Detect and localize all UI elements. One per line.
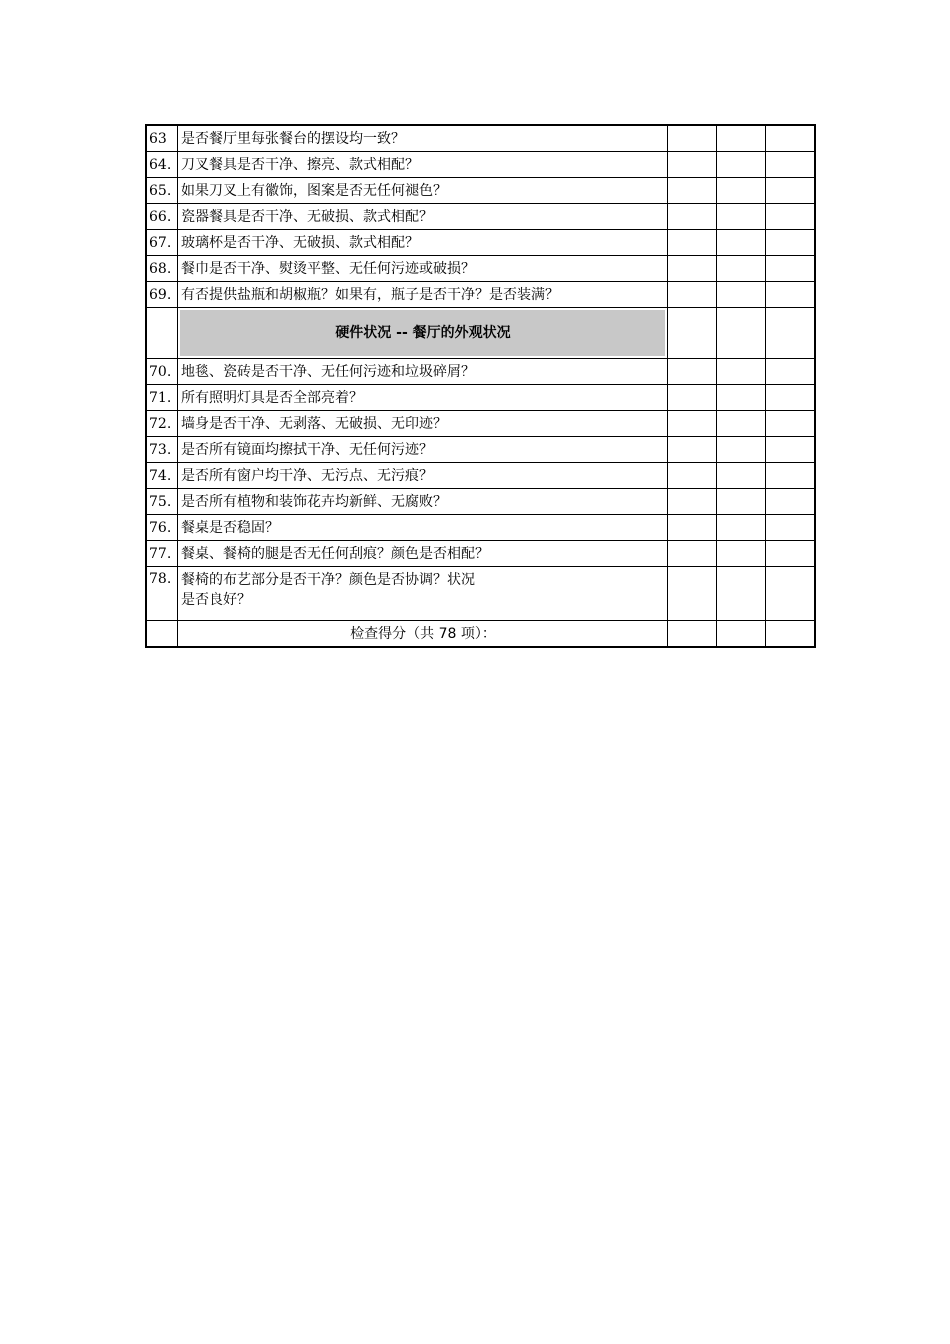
table-row [146, 282, 815, 308]
check-cell[interactable] [766, 515, 816, 541]
item-question: 所有照明灯具是否全部亮着？ [178, 385, 668, 411]
item-question-line-1: 餐椅的布艺部分是否干净？颜色是否协调？状况 [181, 572, 475, 588]
section-title: 硬件状况 -- 餐厅的外观状况 [178, 308, 668, 359]
item-number: 76. [146, 515, 178, 541]
score-row [146, 621, 815, 648]
check-cell[interactable] [766, 567, 816, 621]
score-cell[interactable] [717, 621, 766, 648]
item-number: 77. [146, 541, 178, 567]
check-cell[interactable] [717, 282, 766, 308]
score-cell[interactable] [668, 621, 717, 648]
check-cell[interactable] [668, 204, 717, 230]
check-cell[interactable] [668, 489, 717, 515]
item-question: 刀叉餐具是否干净、擦亮、款式相配？ [178, 152, 668, 178]
check-cell[interactable] [668, 463, 717, 489]
check-cell[interactable] [668, 437, 717, 463]
check-cell[interactable] [717, 411, 766, 437]
check-cell[interactable] [668, 567, 717, 621]
checklist-table [145, 124, 816, 648]
check-cell[interactable] [766, 385, 816, 411]
check-cell[interactable] [668, 385, 717, 411]
table-row [146, 463, 815, 489]
score-number-cell [146, 621, 178, 648]
check-cell[interactable] [668, 152, 717, 178]
check-cell[interactable] [668, 515, 717, 541]
table-row [146, 230, 815, 256]
item-number: 71. [146, 385, 178, 411]
table-row [146, 411, 815, 437]
item-question: 是否所有镜面均擦拭干净、无任何污迹？ [178, 437, 668, 463]
item-question: 是否所有植物和装饰花卉均新鲜、无腐败？ [178, 489, 668, 515]
check-cell[interactable] [766, 204, 816, 230]
table-row [146, 515, 815, 541]
item-number: 78. [146, 567, 178, 621]
item-question: 如果刀叉上有徽饰，图案是否无任何褪色？ [178, 178, 668, 204]
check-cell[interactable] [668, 411, 717, 437]
table-row [146, 541, 815, 567]
check-cell[interactable] [766, 411, 816, 437]
item-question: 餐巾是否干净、熨烫平整、无任何污迹或破损？ [178, 256, 668, 282]
item-number: 68. [146, 256, 178, 282]
check-cell[interactable] [717, 152, 766, 178]
table-row [146, 359, 815, 385]
item-question: 玻璃杯是否干净、无破损、款式相配？ [178, 230, 668, 256]
item-number: 75. [146, 489, 178, 515]
check-cell[interactable] [766, 541, 816, 567]
item-number: 70. [146, 359, 178, 385]
check-cell[interactable] [766, 359, 816, 385]
check-cell[interactable] [717, 385, 766, 411]
item-question: 瓷器餐具是否干净、无破损、款式相配？ [178, 204, 668, 230]
check-cell[interactable] [766, 125, 816, 152]
check-cell[interactable] [668, 359, 717, 385]
check-cell[interactable] [668, 178, 717, 204]
item-question [178, 567, 668, 621]
table-row [146, 152, 815, 178]
check-cell[interactable] [717, 204, 766, 230]
check-cell[interactable] [668, 256, 717, 282]
check-cell[interactable] [717, 256, 766, 282]
check-cell [668, 308, 717, 359]
item-number: 73. [146, 437, 178, 463]
section-number-cell [146, 308, 178, 359]
item-number: 69. [146, 282, 178, 308]
check-cell [766, 308, 816, 359]
table-row [146, 489, 815, 515]
check-cell[interactable] [717, 178, 766, 204]
item-number: 72. [146, 411, 178, 437]
check-cell[interactable] [668, 230, 717, 256]
item-number: 67. [146, 230, 178, 256]
check-cell[interactable] [717, 515, 766, 541]
item-question: 地毯、瓷砖是否干净、无任何污迹和垃圾碎屑？ [178, 359, 668, 385]
table-row [146, 256, 815, 282]
table-row [146, 125, 815, 152]
item-number: 74. [146, 463, 178, 489]
check-cell[interactable] [668, 282, 717, 308]
check-cell[interactable] [766, 152, 816, 178]
check-cell[interactable] [717, 463, 766, 489]
check-cell[interactable] [717, 437, 766, 463]
item-question: 墙身是否干净、无剥落、无破损、无印迹？ [178, 411, 668, 437]
item-number: 64. [146, 152, 178, 178]
check-cell[interactable] [717, 567, 766, 621]
check-cell[interactable] [766, 463, 816, 489]
score-cell[interactable] [766, 621, 816, 648]
check-cell[interactable] [766, 178, 816, 204]
check-cell[interactable] [668, 125, 717, 152]
check-cell[interactable] [668, 541, 717, 567]
item-number: 65. [146, 178, 178, 204]
item-question: 是否餐厅里每张餐台的摆设均一致？ [178, 125, 668, 152]
item-question: 餐桌是否稳固？ [178, 515, 668, 541]
check-cell[interactable] [717, 489, 766, 515]
check-cell[interactable] [766, 256, 816, 282]
check-cell[interactable] [766, 437, 816, 463]
table-row [146, 385, 815, 411]
check-cell[interactable] [717, 541, 766, 567]
score-label: 检查得分（共 78 项）： [178, 621, 668, 648]
table-row [146, 437, 815, 463]
check-cell[interactable] [766, 282, 816, 308]
check-cell[interactable] [717, 359, 766, 385]
section-row [146, 308, 815, 359]
check-cell[interactable] [717, 125, 766, 152]
table-row [146, 178, 815, 204]
item-question: 是否所有窗户均干净、无污点、无污痕？ [178, 463, 668, 489]
item-number: 63 [146, 125, 178, 152]
table-row [146, 567, 815, 621]
check-cell[interactable] [766, 230, 816, 256]
item-question: 餐桌、餐椅的腿是否无任何刮痕？颜色是否相配？ [178, 541, 668, 567]
check-cell[interactable] [766, 489, 816, 515]
item-number: 66. [146, 204, 178, 230]
item-question-line-2: 是否良好？ [181, 592, 251, 608]
check-cell[interactable] [717, 230, 766, 256]
item-question: 有否提供盐瓶和胡椒瓶？如果有，瓶子是否干净？是否装满？ [178, 282, 668, 308]
table-row [146, 204, 815, 230]
check-cell [717, 308, 766, 359]
